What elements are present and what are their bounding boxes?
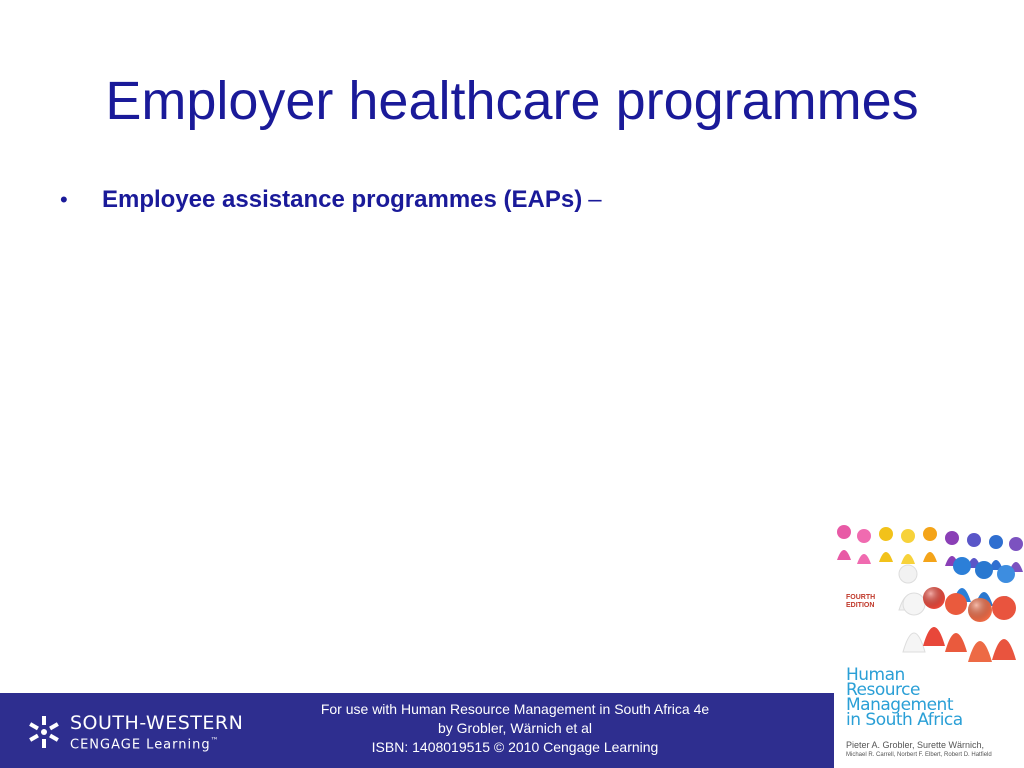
book-edition: FOURTH EDITION <box>846 594 876 609</box>
logo-line-2-text: CENGAGE Learning <box>70 737 211 753</box>
bullet-text: Employee assistance programmes (EAPs) <box>102 186 583 213</box>
footer-line-3: ISBN: 1408019515 © 2010 Cengage Learning <box>371 739 659 755</box>
logo-trademark: ™ <box>210 736 220 745</box>
footer-credits <box>260 700 770 757</box>
bullet-item-eaps <box>60 186 602 214</box>
game-pieces-illustration <box>834 518 1024 668</box>
book-title: Human Resource Management in South Africa <box>846 665 963 730</box>
bullet-list <box>60 186 602 214</box>
bullet-dash: – <box>588 186 602 213</box>
book-cover-image <box>834 518 1024 768</box>
publisher-logo <box>26 712 246 752</box>
logo-line-2 <box>70 736 220 752</box>
logo-line-1: SOUTH-WESTERN <box>70 712 244 734</box>
book-authors-2: Michael R. Carrell, Norbert F. Elbert, Robert D. Hatfield <box>846 752 992 758</box>
slide-title: Employer healthcare programmes <box>105 71 919 131</box>
footer-line-1: For use with Human Resource Management in South Africa 4e <box>320 701 710 717</box>
footer-line-2: by Grobler, Wärnich et al <box>437 720 593 736</box>
book-authors-1: Pieter A. Grobler, Surette Wärnich, <box>846 740 985 750</box>
bullet-marker: • <box>60 187 68 212</box>
star-burst-icon <box>26 714 62 750</box>
